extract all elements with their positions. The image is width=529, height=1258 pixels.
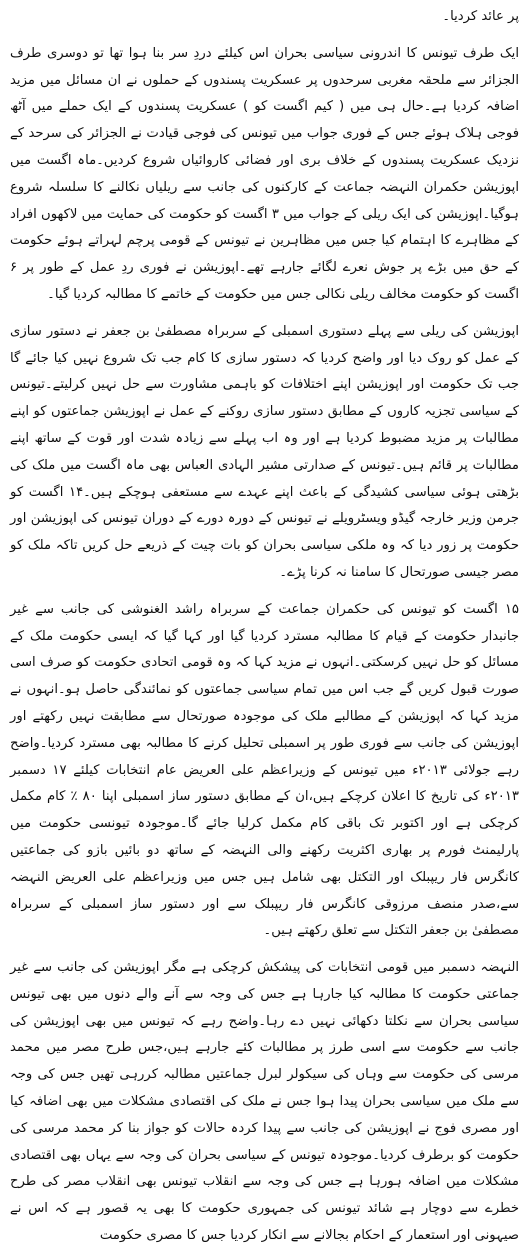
paragraph-continuation: پر عائد کردیا۔	[442, 9, 519, 24]
paragraph-gap	[10, 31, 519, 41]
paragraph-ghannouchi-statement: ۱۵ اگست کو تیونس کی حکمران جماعت کے سربراہ راشد الغنوشی کی جانب سے غیر جانبدار حکومت کے قیام کا مطالبہ مسترد کردیا گیا اور کہا گیا کہ ایسی حکومت ملک کے مسائل کو حل نہیں کرسکتی۔انہوں نے مزید کہا کہ وہ قومی اتحادی حکومت کو صرف اسی صورت قبول کریں گے جب اس میں تمام سیاسی جماعتوں کو نمائندگی حاصل ہو۔انہوں نے مزید کہا کہ اپوزیشن کے مطالبے ملک کی موجودہ صورتحال سے مطابقت نہیں رکھتے اور اپوزیشن کی جانب سے فوری طور پر اسمبلی تحلیل کرنے کا مطالبہ بھی مسترد کردیا۔واضح رہے جولائی ۲۰۱۳ء میں تیونس کے وزیراعظم علی العریض عام انتخابات کیلئے ۱۷ دسمبر ۲۰۱۳ء کی تاریخ کا اعلان کرچکے ہیں،ان کے مطابق دستور ساز اسمبلی اپنا ۸۰ ٪ کام مکمل کرچکی ہے اور اکتوبر تک باقی کام مکمل کرلیا جائے گا۔موجودہ تیونسی حکومت میں پارلیمنٹ فورم پر بھاری اکثریت رکھنے والی النہضہ کے ساتھ دو بائیں بازو کی جماعتیں کانگرس فار ریپبلک اور التکتل بھی شامل ہیں جس میں وزیراعظم علی العریض النہضہ سے،صدر منصف مرزوقی کانگرس فار ریپبلک سے اور دستور ساز اسمبلی کے سربراہ مصطفیٰ بن جعفر التکتل سے تعلق رکھتے ہیں۔	[10, 601, 520, 939]
paragraph-gap	[10, 309, 519, 319]
paragraph-constitution-halt: اپوزیشن کی ریلی سے پہلے دستوری اسمبلی کے سربراہ مصطفیٰ بن جعفر نے دستور سازی کے عمل کو روک دیا اور واضح کردیا کہ دستور سازی کا کام جب تک شروع نہیں کیا جائے گا جب تک حکومت اور اپوزیشن اپنے اختلافات کو باہمی مشاورت سے حل نہیں کرلیتے۔تیونس کے سیاسی تجزیہ کاروں کے مطابق دستور سازی روکنے کے عمل نے اپوزیشن جماعتوں کو اپنے مطالبات پر مزید مضبوط کردیا ہے اور وہ اب پہلے سے زیادہ شدت اور قوت کے ساتھ اپنے مطالبات پر قائم ہیں۔تیونس کے صدارتی مشیر الہادی العباس بھی ماہ اگست میں ملک کی بڑھتی ہوئی سیاسی کشیدگی کے باعث اپنے عہدے سے مستعفی ہوچکے ہیں۔۱۴ اگست کو جرمن وزیر خارجہ گیڈو ویسٹرویلے نے تیونس کے دورہ دورے کے دوران تیونس کی اپوزیشن اور حکومت پر زور دیا کہ وہ ملکی سیاسی بحران کو بات چیت کے ذریعے حل کریں تاکہ ملک کو مصر جیسی صورتحال کا سامنا نہ کرنا پڑے۔	[10, 323, 519, 580]
paragraph-gap	[10, 587, 519, 597]
paragraph-gap	[10, 945, 519, 955]
paragraph-nahda-december: النہضہ دسمبر میں قومی انتخابات کی پیشکش کرچکی ہے مگر اپوزیشن کی جانب سے غیر جماعتی حکومت کا مطالبہ کیا جارہا ہے جس کی وجہ سے آنے والے دنوں میں بھی تیونس سیاسی بحران سے نکلتا دکھائی نہیں دے رہا۔واضح رہے کہ تیونس میں بھی اپوزیشن کی جانب سے حکومت سے اسی طرز پر مطالبات کئے جارہے ہیں،جس طرح مصر میں محمد مرسی کی حکومت سے وہاں کی سیکولر لبرل جماعتیں مطالبہ کررہی تھیں جس کی وجہ سے ملک میں سیاسی بحران پیدا ہوا جس نے ملک کی اقتصادی مشکلات میں بھی اضافہ کیا اور مصری فوج نے اپوزیشن کی جانب سے پیدا کردہ حالات کو جواز بنا کر محمد مرسی کی حکومت کو برطرف کردیا۔موجودہ تیونس کے سیاسی بحران کی وجہ سے یہاں بھی اقتصادی مشکلات میں اضافہ ہورہا ہے جس کی وجہ سے انقلاب تیونس بھی انقلاب مصر کی طرح خطرے سے دوچار ہے شائد تیونس کی جمہوری حکومت کا بھی یہ قصور ہے کہ اس نے صیہونی اور استعمار کے احکام بجالانے سے انکار کردیا جس کا مصری حکومت	[10, 960, 519, 1244]
paragraph-border-attacks: ایک طرف تیونس کا اندرونی سیاسی بحران اس کیلئے دردِ سر بنا ہوا تھا تو دوسری طرف الجزائر سے ملحقہ مغربی سرحدوں پر عسکریت پسندوں کے حملوں نے ان مسائل میں مزید اضافہ کردیا ہے۔حال ہی میں ( کیم اگست کو ) عسکریت پسندوں کے ایک حملے میں آٹھ فوجی ہلاک ہوئے جس کے فوری جواب میں تیونس کی فوجی قیادت نے الجزائر کی سرحد کے نزدیک عسکریت پسندوں کے خلاف بری اور فضائی کاروائیاں شروع کردیں۔ماہ اگست میں اپوزیشن حکمران النہضہ جماعت کے کارکنوں کی جانب سے ریلیاں نکالنے کا سلسلہ شروع ہوگیا۔اپوزیشن کی ایک ریلی کے جواب میں ۳ اگست کو حکومت کی حمایت میں لاکھوں افراد کے مظاہرے کا اہتمام کیا جس میں مظاہرین نے تیونس کے قومی پرچم لہراتے ہوئے حکومت کے حق میں بڑے پر جوش نعرے لگائے جارہے تھے۔اپوزیشن نے فوری ردِ عمل کے طور پر ۶ اگست کو حکومت مخالف ریلی نکالی جس میں حکومت کے خاتمے کا مطالبہ کردیا گیا۔	[10, 45, 520, 302]
